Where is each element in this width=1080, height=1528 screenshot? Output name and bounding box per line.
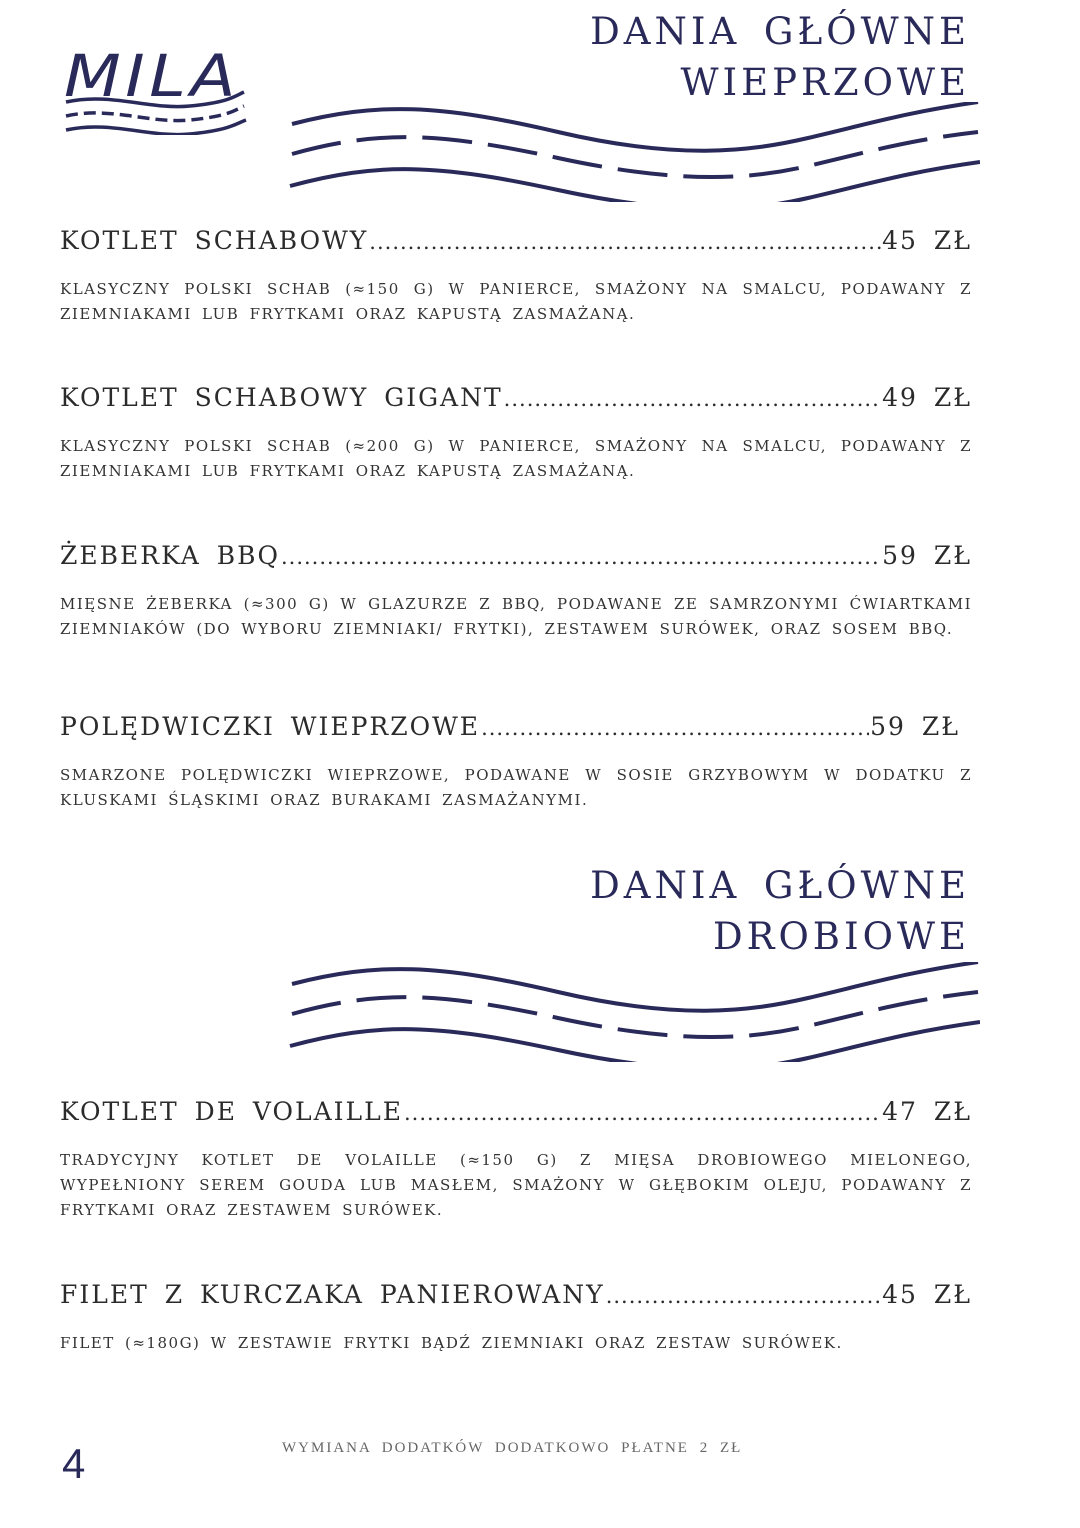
dot-leader — [369, 226, 881, 255]
menu-item-description: KLASYCZNY POLSKI SCHAB (≈150 G) W PANIERCE, SMAŻONY NA SMALCU, PODAWANY Z ZIEMNIAKAMI LUB FRYTKAMI ORAZ KAPUSTĄ ZASMAŻANĄ. — [60, 280, 972, 323]
menu-item-price: 45 ZŁ — [882, 226, 972, 255]
menu-item-name: FILET Z KURCZAKA PANIEROWANY — [60, 1280, 605, 1309]
menu-item — [60, 383, 972, 484]
section-title-poultry — [590, 860, 970, 962]
section-title-pork — [590, 6, 970, 108]
menu-item-price: 49 ZŁ — [882, 383, 972, 412]
menu-item-header — [60, 226, 972, 255]
menu-item — [60, 1280, 972, 1356]
menu-item-price: 45 ZŁ — [882, 1280, 972, 1309]
menu-item — [60, 226, 972, 327]
menu-item-name: KOTLET DE VOLAILLE — [60, 1097, 403, 1126]
section-title-line1: DANIA GŁÓWNE — [590, 864, 970, 907]
dot-leader — [281, 541, 881, 570]
footer-note: WYMIANA DODATKÓW DODATKOWO PŁATNE 2 ZŁ — [282, 1440, 743, 1456]
section-title-line2: WIEPRZOWE — [680, 61, 970, 104]
menu-item-name: KOTLET SCHABOWY GIGANT — [60, 383, 503, 412]
menu-item — [60, 1097, 972, 1223]
section-title-line1: DANIA GŁÓWNE — [590, 10, 970, 53]
dot-leader — [404, 1097, 881, 1126]
menu-item-price: 59 ZŁ — [882, 541, 972, 570]
menu-item-description: MIĘSNE ŻEBERKA (≈300 G) W GLAZURZE Z BBQ, PODAWANE ZE SAMRZONYMI ĆWIARTKAMI ZIEMNIAKÓW (DO WYBORU ZIEMNIAKI/ FRYTKI), ZESTAWEM SURÓWEK, ORAZ SOSEM BBQ. — [60, 595, 972, 638]
menu-item-name: KOTLET SCHABOWY — [60, 226, 369, 255]
logo-wave-icon — [60, 40, 250, 135]
menu-item-description: SMARZONE POLĘDWICZKI WIEPRZOWE, PODAWANE W SOSIE GRZYBOWYM W DODATKU Z KLUSKAMI ŚLĄSKIMI ORAZ BURAKAMI ZASMAŻANYMI. — [60, 766, 972, 809]
logo-text: MILA — [64, 42, 240, 110]
menu-item-price: 47 ZŁ — [882, 1097, 972, 1126]
dot-leader — [481, 712, 869, 741]
menu-item-header — [60, 383, 972, 412]
menu-item-price: 59 ZŁ — [870, 712, 960, 741]
wave-divider-icon — [288, 962, 980, 1062]
section-title-line2: DROBIOWE — [712, 915, 970, 958]
dot-leader — [504, 383, 881, 412]
menu-item-header — [60, 712, 960, 741]
menu-item-header — [60, 1280, 972, 1309]
wave-divider-icon — [288, 102, 980, 202]
menu-item-description: FILET (≈180G) W ZESTAWIE FRYTKI BĄDŹ ZIEMNIAKI ORAZ ZESTAW SURÓWEK. — [60, 1334, 843, 1352]
page-number: 4 — [62, 1440, 86, 1487]
menu-item-header — [60, 541, 972, 570]
menu-item — [60, 712, 972, 813]
menu-item-name: POLĘDWICZKI WIEPRZOWE — [60, 712, 481, 741]
wave-divider — [288, 962, 980, 1062]
dot-leader — [606, 1280, 881, 1309]
menu-item-name: ŻEBERKA BBQ — [60, 541, 280, 570]
menu-item-description: KLASYCZNY POLSKI SCHAB (≈200 G) W PANIERCE, SMAŻONY NA SMALCU, PODAWANY Z ZIEMNIAKAMI LUB FRYTKAMI ORAZ KAPUSTĄ ZASMAŻANĄ. — [60, 437, 972, 480]
menu-item-header — [60, 1097, 972, 1126]
menu-item-description: TRADYCYJNY KOTLET DE VOLAILLE (≈150 G) Z MIĘSA DROBIOWEGO MIELONEGO, WYPEŁNIONY SEREM GOUDA LUB MASŁEM, SMAŻONY W GŁĘBOKIM OLEJU, PODAWANY Z FRYTKAMI ORAZ ZESTAWEM SURÓWEK. — [60, 1151, 972, 1219]
wave-divider — [288, 102, 980, 202]
menu-item — [60, 541, 972, 642]
mila-logo — [60, 40, 250, 135]
